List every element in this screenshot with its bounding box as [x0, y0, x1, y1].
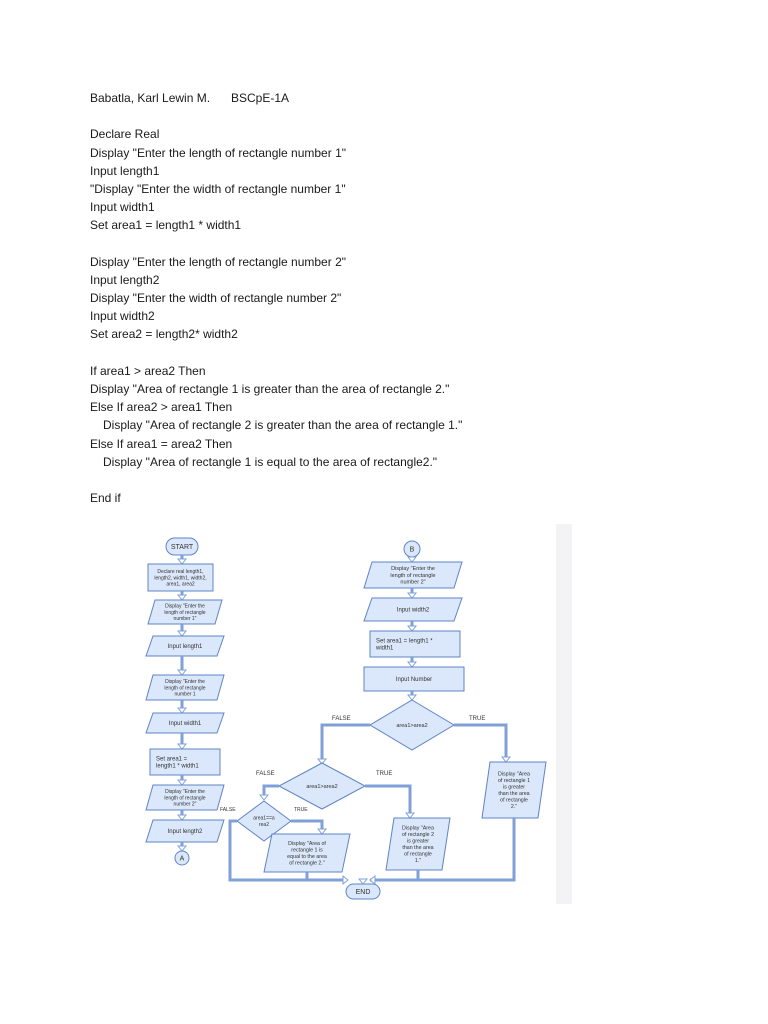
false-third-label: FALSE — [220, 807, 236, 813]
display-length2-right-label: length of rectangle — [390, 572, 436, 579]
output-rect1-greater-label: than the area — [498, 791, 530, 798]
output-equal-label: rectangle 1 is — [291, 847, 323, 854]
display-length2-label: length of rectangle — [164, 795, 206, 802]
blank-line — [90, 107, 690, 125]
decision-third-label: rea2 — [258, 821, 270, 828]
connector-b-label: B — [409, 546, 415, 554]
output-equal-label: equal to the area — [287, 854, 327, 861]
pseudocode-document — [90, 89, 690, 507]
arrow-head — [178, 744, 186, 749]
student-header — [90, 89, 690, 107]
true-third-label: TRUE — [294, 807, 308, 813]
output-rect2-greater-label: of rectangle — [404, 851, 432, 858]
declare-label: area1, area2 — [166, 581, 195, 588]
true-third-connector — [291, 821, 322, 829]
pseudocode-line: If area1 > area2 Then — [90, 363, 206, 378]
output-rect2-greater-label: than the area — [402, 845, 434, 852]
pseudocode-line: Input length2 — [90, 272, 160, 287]
input-width1-label: Input width1 — [168, 721, 202, 728]
false-third-connector — [230, 821, 237, 877]
display-width1-label: number 1 — [174, 691, 196, 698]
display-length1-label: length of rectangle — [164, 609, 206, 616]
pseudocode-line: Set area1 = length1 * width1 — [90, 218, 242, 233]
false-main-connector — [322, 725, 370, 761]
pseudocode-line: Else If area2 > area1 Then — [90, 400, 233, 415]
arrow-head — [408, 662, 416, 667]
true-second-label: TRUE — [376, 771, 393, 777]
pseudocode-line: Display "Area of rectangle 1 is greater than the area of rectangle 2." — [90, 382, 450, 396]
blank-line — [90, 235, 690, 253]
pseudocode-line: Else If area1 = area2 Then — [90, 436, 233, 451]
merge-left — [230, 877, 346, 880]
pseudocode-line: Input width1 — [90, 200, 155, 215]
display-length2-right-label: number 2" — [400, 579, 426, 586]
pseudocode-line: Declare Real — [90, 127, 160, 142]
flowchart-diagram — [136, 524, 572, 904]
arrow-head — [408, 557, 416, 562]
output-rect2-greater-label: is greater — [406, 838, 430, 845]
end-label: END — [355, 888, 371, 896]
output-rect1-greater-label: of rectangle — [500, 797, 528, 804]
output-equal-label: of rectangle 2." — [289, 860, 325, 867]
declare-label: length2, width1, width2, — [154, 575, 207, 582]
pseudocode-line: Input width2 — [90, 309, 155, 324]
pseudocode-line: "Display "Enter the width of rectangle number 1" — [90, 181, 346, 196]
output-rect2-greater-label: Display "Area — [402, 825, 434, 832]
arrow-head — [408, 695, 416, 700]
output-rect2-greater-label: of rectangle 2 — [401, 832, 435, 839]
arrow-head — [502, 757, 510, 762]
pseudocode-line: Display "Enter the length of rectangle number 1" — [90, 145, 346, 160]
arrow-head — [178, 708, 186, 713]
input-length1-label: Input length1 — [167, 644, 203, 651]
false-main-label: FALSE — [332, 716, 351, 722]
arrow-head — [359, 879, 367, 884]
display-length1-label: Display "Enter the — [165, 603, 205, 610]
pseudocode-lines — [90, 125, 690, 507]
pseudocode-line: Display "Area of rectangle 2 is greater than the area of rectangle 1." — [103, 418, 463, 433]
input-number-label: Input Number — [395, 677, 433, 684]
arrow-head — [343, 876, 348, 884]
output-rect1-greater-label: 2." — [510, 804, 518, 811]
output-equal-label: Display "Area of — [288, 841, 326, 848]
input-width2-label: Input width2 — [396, 607, 430, 614]
display-length2-label: number 2" — [173, 801, 197, 808]
decision-second-label: area1>area2 — [306, 783, 338, 790]
arrow-head — [178, 846, 186, 851]
arrow-head — [408, 626, 416, 631]
output-rect1-greater-label: is greater — [502, 784, 526, 791]
blank-line — [90, 344, 690, 362]
student-name: Babatla, Karl Lewin M. — [90, 91, 211, 105]
arrow-head — [406, 813, 414, 818]
pseudocode-line: Set area2 = length2* width2 — [90, 327, 238, 342]
arrow-head — [178, 670, 186, 675]
true-main-label: TRUE — [469, 716, 486, 722]
display-length1-label: number 1" — [173, 615, 197, 622]
output-rect1-greater-label: Display "Area — [498, 771, 530, 778]
student-section: BSCpE-1A — [231, 91, 290, 105]
true-second-connector — [365, 786, 410, 814]
pseudocode-line: Input length1 — [90, 163, 160, 178]
true-main-connector — [454, 725, 506, 756]
set-area-right-label: Set area1 = length1 * — [376, 638, 433, 645]
decision-main-label: area1>area2 — [396, 722, 428, 729]
display-width1-label: length of rectangle — [164, 685, 206, 692]
pseudocode-line: Display "Area of rectangle 1 is equal to the area of rectangle2." — [103, 454, 438, 469]
arrow-head — [260, 795, 268, 800]
arrow-head — [178, 595, 186, 600]
arrow-head — [370, 876, 375, 884]
display-width1-label: Display "Enter the — [165, 679, 205, 686]
connector-a-label: A — [179, 855, 185, 863]
arrow-head — [178, 631, 186, 636]
set-area1-label: Set area1 = — [156, 756, 188, 763]
flowchart-image — [136, 524, 572, 904]
false-second-label: FALSE — [256, 771, 275, 777]
input-length2-label: Input length2 — [167, 829, 203, 836]
output-rect2-greater-label: 1." — [414, 858, 422, 865]
pseudocode-line: End if — [90, 491, 121, 506]
display-length2-right-label: Display "Enter the — [391, 566, 435, 573]
pseudocode-line: Display "Enter the width of rectangle number 2" — [90, 291, 342, 306]
blank-line — [90, 471, 690, 489]
display-length2-label: Display "Enter the — [165, 789, 205, 796]
arrow-head — [178, 815, 186, 820]
arrow-head — [178, 559, 186, 564]
pseudocode-line: Display "Enter the length of rectangle number 2" — [90, 254, 346, 269]
output-rect1-greater-label: of rectangle 1 — [497, 778, 531, 785]
arrow-head — [408, 593, 416, 598]
declare-label: Declare real length1, — [157, 569, 204, 576]
arrow-head — [318, 829, 326, 834]
set-area1-label: length1 * width1 — [156, 763, 199, 770]
set-area-right-label: width1 — [376, 645, 394, 652]
start-label: START — [170, 543, 194, 551]
decision-third-label: area1==a — [253, 815, 275, 822]
arrow-head — [178, 780, 186, 785]
